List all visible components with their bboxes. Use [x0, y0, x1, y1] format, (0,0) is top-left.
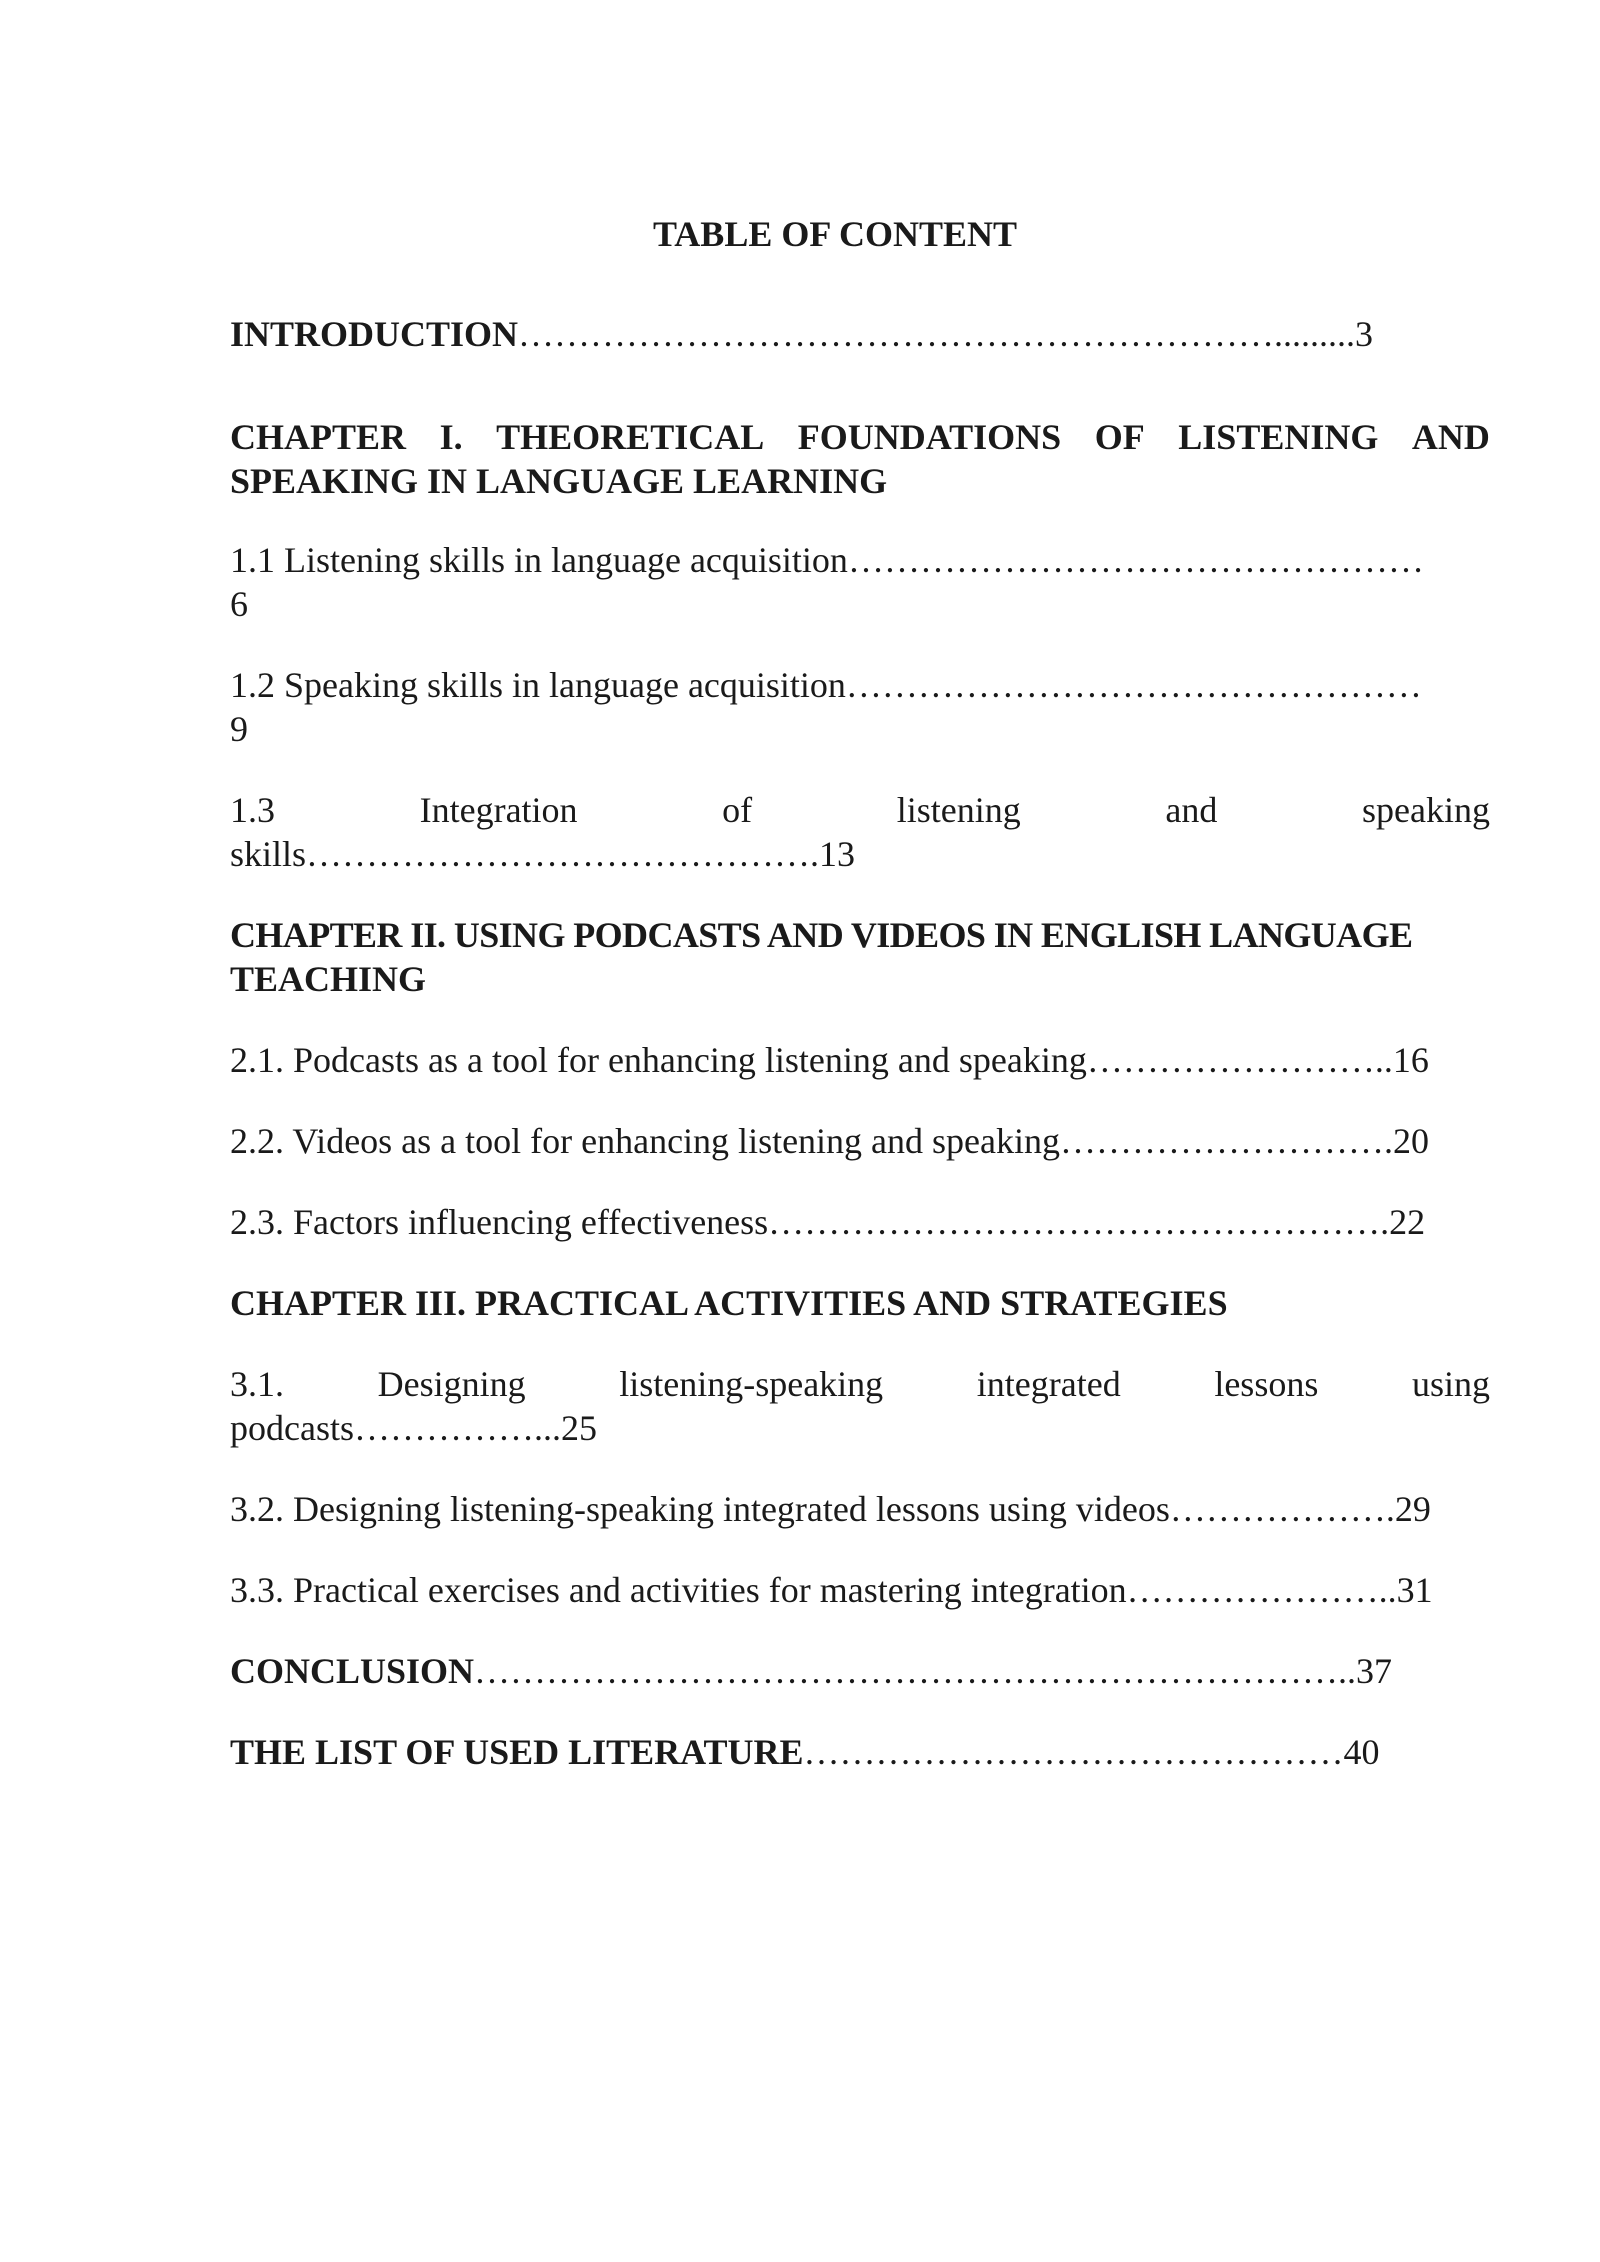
toc-label: CONCLUSION	[230, 1651, 475, 1691]
toc-page-number: 6	[230, 584, 248, 624]
toc-word: I.	[439, 417, 463, 457]
toc-chapter-1-line-2: SPEAKING IN LANGUAGE LEARNING	[230, 461, 888, 501]
toc-leader: …………………………………………	[845, 665, 1422, 705]
toc-leader: ………………………………………………………………..	[474, 1651, 1357, 1691]
toc-word: listening-speaking	[619, 1364, 884, 1404]
toc-leader: …………………………………………	[847, 540, 1424, 580]
toc-page-number: 9	[230, 709, 248, 749]
toc-word: integrated	[976, 1364, 1121, 1404]
toc-word: using	[1411, 1364, 1490, 1404]
toc-entry-introduction	[230, 312, 1490, 356]
toc-word: OF	[1094, 417, 1145, 457]
toc-entry-1-1-line	[230, 538, 1490, 582]
toc-entry-2-3: 2.3. Factors influencing effectiveness…………………………………………….22	[230, 1202, 1426, 1242]
toc-word: LISTENING	[1178, 417, 1379, 457]
toc-entry-1-2	[230, 663, 1490, 751]
toc-word: FOUNDATIONS	[797, 417, 1062, 457]
toc-entry-3-2: 3.2. Designing listening-speaking integrated lessons using videos……………….29	[230, 1489, 1431, 1529]
toc-chapter-2-line-2: TEACHING	[230, 959, 427, 999]
toc-word: speaking	[1361, 790, 1490, 830]
toc-entry-chapter-3: CHAPTER III. PRACTICAL ACTIVITIES AND STRATEGIES	[230, 1283, 1228, 1323]
toc-word: lessons	[1214, 1364, 1319, 1404]
toc-word: AND	[1411, 417, 1490, 457]
toc-page-number: 3	[1355, 314, 1374, 354]
toc-label: INTRODUCTION	[230, 314, 519, 354]
toc-entry-1-2-line	[230, 663, 1490, 707]
toc-entry-1-3	[230, 788, 1490, 876]
toc-word: Integration	[419, 790, 578, 830]
toc-word: listening	[896, 790, 1021, 830]
toc-chapter-1-line-1	[230, 415, 1490, 459]
toc-leader: ………………………………………	[803, 1732, 1344, 1772]
toc-page-number: 40	[1343, 1732, 1380, 1772]
page-title: TABLE OF CONTENT	[652, 214, 1018, 254]
toc-entry-3-1-line-2: podcasts……………...25	[230, 1408, 597, 1448]
toc-word: 1.3	[230, 790, 275, 830]
toc-entry-3-1-line-1	[230, 1362, 1490, 1406]
toc-label: 1.2 Speaking skills in language acquisition	[230, 665, 846, 705]
toc-entry-chapter-2	[230, 913, 1490, 1001]
toc-entry-1-3-line-1	[230, 788, 1490, 832]
toc-entry-2-1: 2.1. Podcasts as a tool for enhancing listening and speaking……………………..16	[230, 1040, 1429, 1080]
toc-chapter-2-line-1: CHAPTER II. USING PODCASTS AND VIDEOS IN ENGLISH LANGUAGE	[230, 915, 1413, 955]
toc-word: CHAPTER	[230, 417, 407, 457]
toc-label: 1.1 Listening skills in language acquisition	[230, 540, 848, 580]
toc-entry-conclusion	[230, 1649, 1490, 1693]
toc-entry-3-3: 3.3. Practical exercises and activities for mastering integration…………………..31	[230, 1570, 1433, 1610]
toc-word: of	[722, 790, 753, 830]
toc-leader: ……………………………………………………….........	[518, 314, 1356, 354]
toc-label: THE LIST OF USED LITERATURE	[230, 1732, 804, 1772]
toc-word: and	[1165, 790, 1218, 830]
toc-word: Designing	[377, 1364, 526, 1404]
toc-entry-literature	[230, 1730, 1490, 1774]
toc-entry-1-1	[230, 538, 1490, 626]
toc-word: 3.1.	[230, 1364, 284, 1404]
toc-entry-3-1	[230, 1362, 1490, 1450]
toc-entry-1-3-line-2: skills…………………………………….13	[230, 834, 856, 874]
toc-page-number: 37	[1356, 1651, 1393, 1691]
toc-entry-chapter-1	[230, 415, 1490, 503]
toc-word: THEORETICAL	[496, 417, 765, 457]
toc-entry-2-2: 2.2. Videos as a tool for enhancing listening and speaking……………………….20	[230, 1121, 1430, 1161]
